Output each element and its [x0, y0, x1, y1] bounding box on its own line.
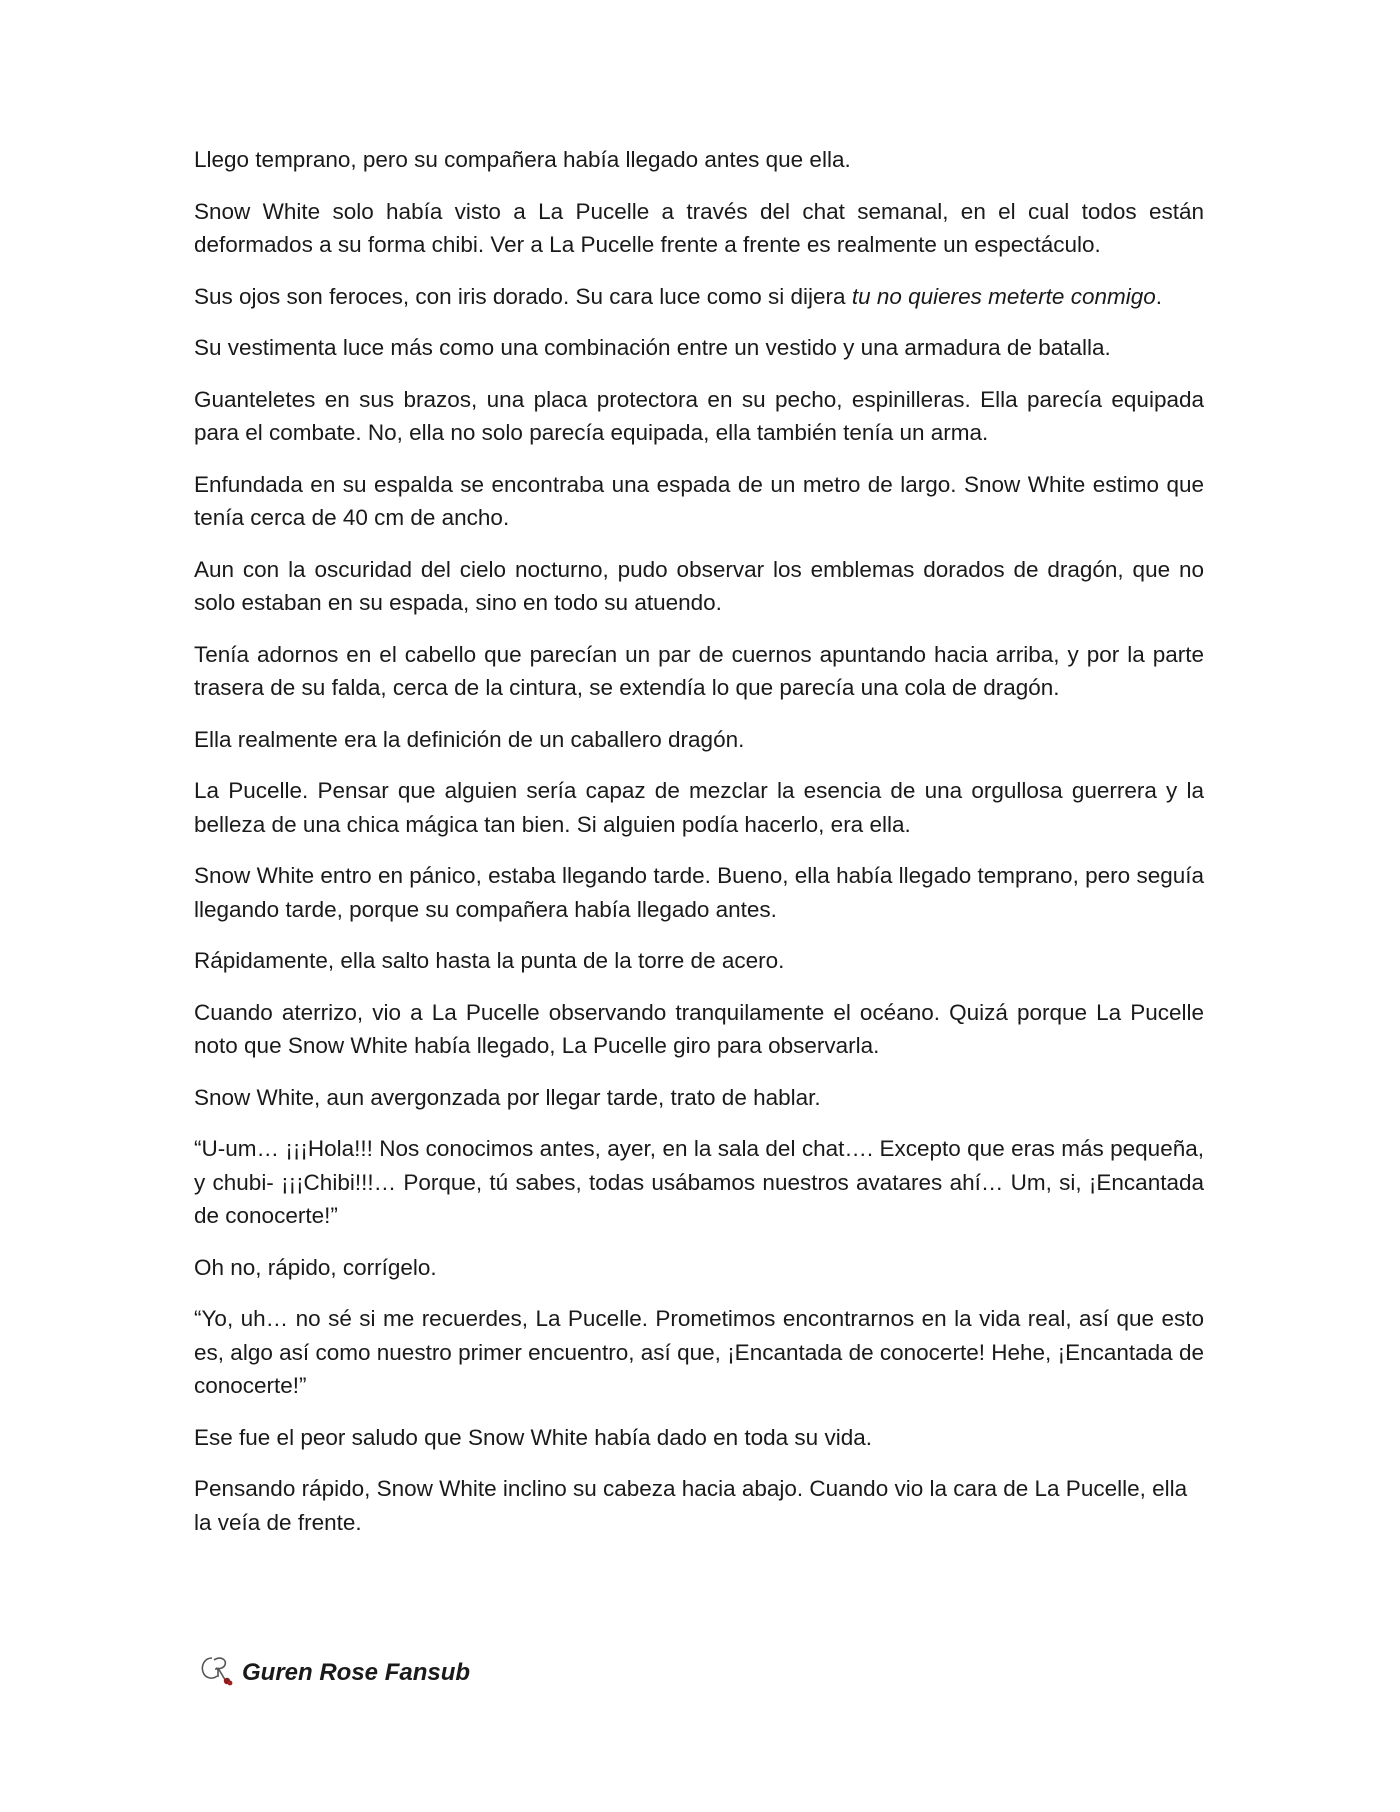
gr-monogram-icon — [196, 1650, 236, 1690]
paragraph-2: Snow White solo había visto a La Pucelle a través del chat semanal, en el cual todos están deformados a su forma chibi. Ver a La Pucelle frente a frente es realmente un espectáculo. — [194, 198, 1204, 257]
paragraph-11: Snow White entro en pánico, estaba llegando tarde. Bueno, ella había llegado temprano, pero seguía llegando tarde, porque su compañera había llegado antes. — [194, 863, 1204, 922]
paragraph-5: Guanteletes en sus brazos, una placa protectora en su pecho, espinilleras. Ella parecía equipada para el combate. No, ella no solo parecía equipada, ella también tenía un arma. — [194, 386, 1204, 445]
paragraph-19: Pensando rápido, Snow White inclino su cabeza hacia abajo. Cuando vio la cara de La Pucelle, ella la veía de frente. — [194, 1476, 1188, 1535]
paragraph-10: La Pucelle. Pensar que alguien sería capaz de mezclar la esencia de una orgullosa guerrera y la belleza de una chica mágica tan bien. Si alguien podía hacerlo, era ella. — [194, 778, 1204, 837]
brand-name: Guren Rose Fansub — [242, 1659, 471, 1686]
paragraph-16: Oh no, rápido, corrígelo. — [194, 1254, 437, 1280]
paragraph-6: Enfundada en su espalda se encontraba una espada de un metro de largo. Snow White estimo que tenía cerca de 40 cm de ancho. — [194, 471, 1204, 530]
paragraph-3-text: Sus ojos son feroces, con iris dorado. Su cara luce como si dijera — [194, 283, 852, 309]
paragraph-7: Aun con la oscuridad del cielo nocturno, pudo observar los emblemas dorados de dragón, que no solo estaban en su espada, sino en todo su atuendo. — [194, 556, 1204, 615]
paragraph-1: Llego temprano, pero su compañera había llegado antes que ella. — [194, 147, 851, 172]
paragraph-3-end: . — [1155, 283, 1163, 309]
paragraph-17: “Yo, uh… no sé si me recuerdes, La Pucelle. Prometimos encontrarnos en la vida real, así que esto es, algo así como nuestro primer encuentro, así que, ¡Encantada de conocerte! Hehe, ¡Encantada de conocerte!” — [194, 1306, 1204, 1398]
paragraph-3 — [194, 280, 1204, 314]
footer-brand — [196, 1650, 470, 1690]
paragraph-14: Snow White, aun avergonzada por llegar tarde, trato de hablar. — [194, 1084, 821, 1110]
document-body — [194, 143, 1204, 1557]
paragraph-4: Su vestimenta luce más como una combinación entre un vestido y una armadura de batalla. — [194, 335, 1111, 360]
paragraph-18: Ese fue el peor saludo que Snow White había dado en toda su vida. — [194, 1424, 872, 1450]
paragraph-3-italic: tu no quieres meterte conmigo — [851, 283, 1156, 309]
paragraph-12: Rápidamente, ella salto hasta la punta de la torre de acero. — [194, 948, 785, 973]
paragraph-9: Ella realmente era la definición de un caballero dragón. — [194, 726, 745, 752]
paragraph-15: “U-um… ¡¡¡Hola!!! Nos conocimos antes, ayer, en la sala del chat…. Excepto que eras más pequeña, y chubi- ¡¡¡Chibi!!!… Porque, tú sabes, todas usábamos nuestros avatares ahí… Um, si, ¡Encantada de conocerte!” — [194, 1136, 1204, 1228]
paragraph-13: Cuando aterrizo, vio a La Pucelle observando tranquilamente el océano. Quizá porque La Pucelle noto que Snow White había llegado, La Pucelle giro para observarla. — [194, 999, 1204, 1058]
paragraph-8: Tenía adornos en el cabello que parecían un par de cuernos apuntando hacia arriba, y por la parte trasera de su falda, cerca de la cintura, se extendía lo que parecía una cola de dragón. — [194, 641, 1204, 700]
